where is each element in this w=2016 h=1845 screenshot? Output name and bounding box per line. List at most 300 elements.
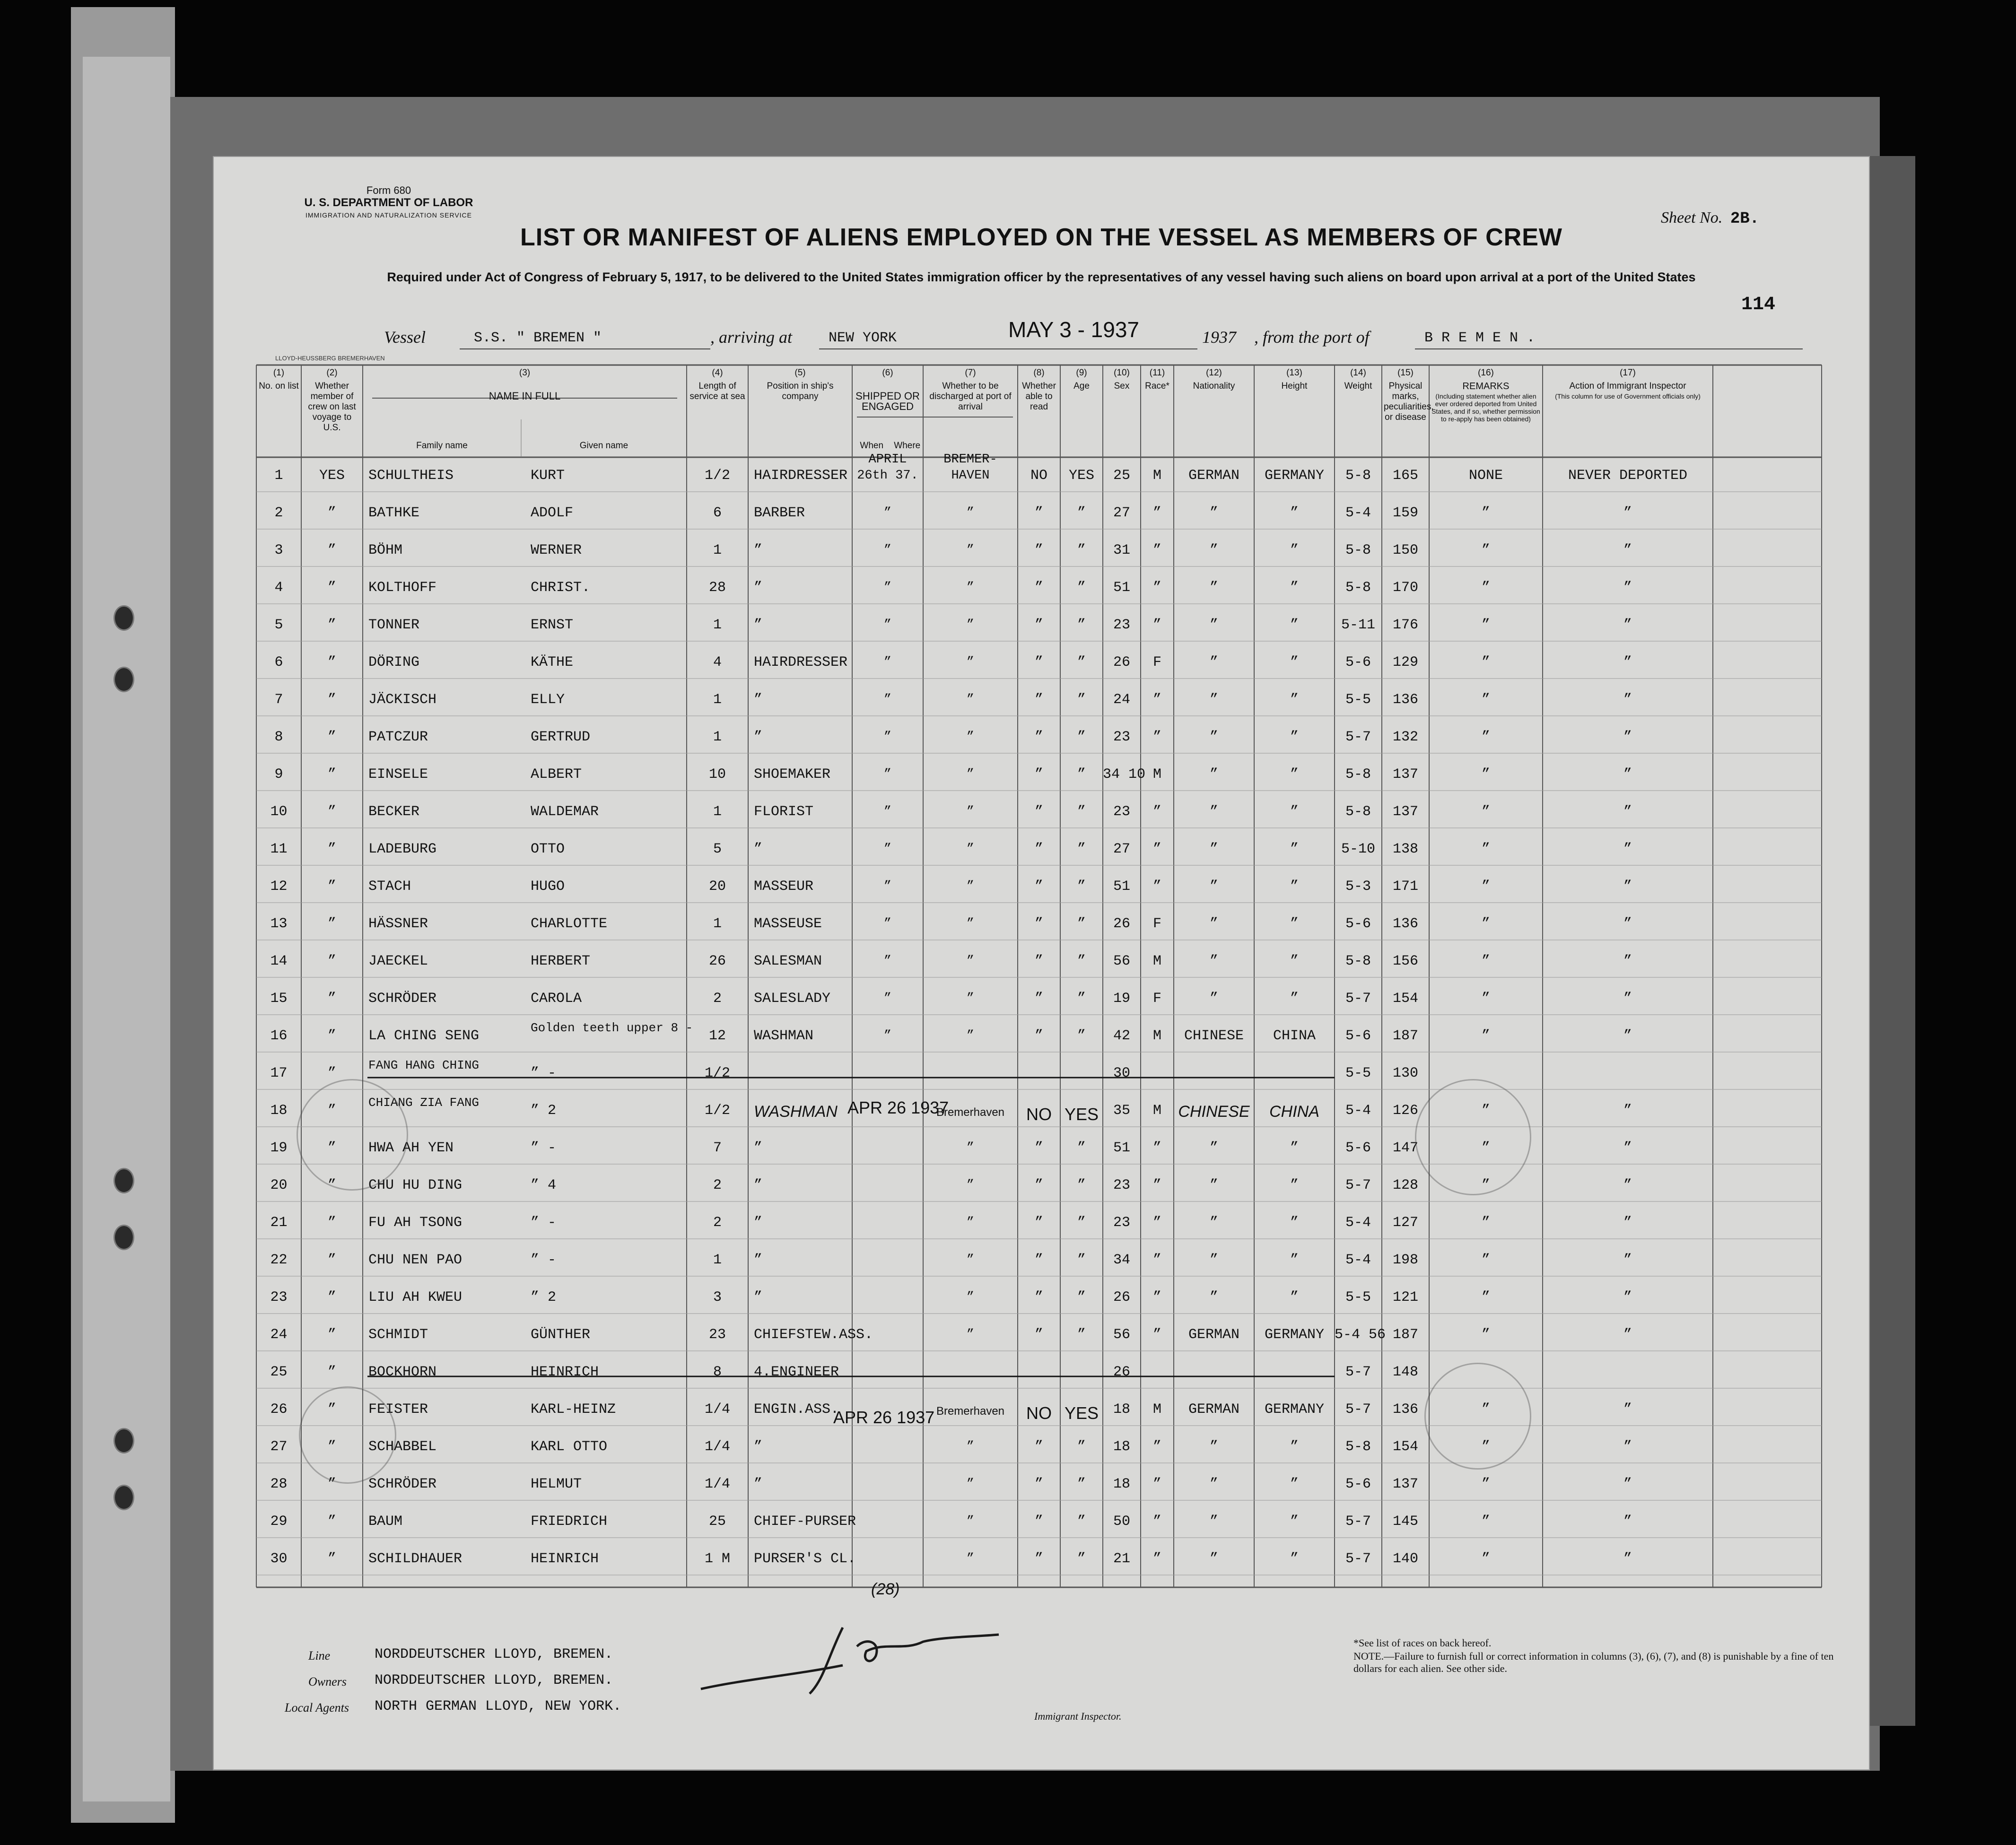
cell-when: ”: [883, 581, 892, 595]
cell-remarks: ”: [1623, 1177, 1632, 1193]
cell-position: ”: [754, 1177, 763, 1193]
date-stamp: APR 26 1937: [833, 1408, 935, 1427]
cell-service: 1: [713, 804, 722, 820]
form-number: Form 680: [366, 184, 411, 196]
cell-discharged: ”: [1034, 654, 1043, 670]
cell-when: ”: [883, 543, 892, 557]
cell-weight: 136: [1392, 916, 1418, 932]
cell-height: 5-11: [1341, 617, 1375, 633]
col-7-number: (7): [965, 368, 976, 378]
sheet-number-label: Sheet No.: [1661, 209, 1723, 226]
cell-crew: ”: [327, 1065, 336, 1081]
cell-no: 2: [274, 505, 283, 521]
cell-marks: ”: [1481, 841, 1490, 857]
col-10-header: Sex: [1114, 381, 1130, 391]
cell-height: 5-6: [1345, 1140, 1371, 1156]
cell-sex: M: [1152, 766, 1161, 783]
cell-family: BOCKHORN: [368, 1364, 437, 1380]
cell-family: SCHRÖDER: [368, 991, 437, 1007]
cell-marks: ”: [1481, 580, 1490, 596]
col-15-header: Physical marks, peculiarities, or disease: [1384, 381, 1434, 422]
cell-remarks: ”: [1623, 1514, 1632, 1530]
inspector-label: Immigrant Inspector.: [1034, 1710, 1122, 1722]
cell-where: ”: [966, 1216, 975, 1230]
cell-nationality: ”: [1290, 1215, 1299, 1231]
cell-race: ”: [1209, 953, 1218, 969]
cell-discharged: ”: [1034, 766, 1043, 783]
cell-weight: 159: [1392, 505, 1418, 521]
cell-no: 26: [270, 1401, 288, 1418]
cell-height: 5-7: [1345, 1401, 1371, 1418]
cell-weight: 154: [1392, 991, 1418, 1007]
cell-marks: ”: [1481, 879, 1490, 895]
col-16-header: REMARKS: [1462, 381, 1510, 392]
cell-read: ”: [1077, 1514, 1086, 1530]
cell-when: ”: [883, 992, 892, 1006]
cell-family: SCHULTHEIS: [368, 468, 454, 484]
cell-family: CHIANG ZIA FANG: [368, 1096, 480, 1110]
cell-discharged: ”: [1034, 1439, 1043, 1455]
cell-read: ”: [1077, 953, 1086, 969]
cell-where: ”: [966, 954, 975, 968]
cell-height: 5-5: [1345, 1289, 1371, 1305]
cell-race: ”: [1209, 1289, 1218, 1305]
cell-no: 9: [274, 766, 283, 783]
cell-sex: M: [1152, 468, 1161, 484]
cell-remarks: ”: [1623, 692, 1632, 708]
cell-family: SCHABBEL: [368, 1439, 437, 1455]
arrival-date-stamp: MAY 3 - 1937: [1008, 317, 1140, 342]
cell-read: ”: [1077, 1289, 1086, 1305]
tally-note: (28): [871, 1580, 900, 1598]
cell-family: CHU HU DING: [368, 1177, 463, 1193]
cell-remarks: ”: [1623, 1327, 1632, 1343]
cell-family: HÄSSNER: [368, 916, 428, 932]
cell-weight: 187: [1392, 1327, 1418, 1343]
cell-race: ”: [1209, 654, 1218, 670]
cell-weight: 137: [1392, 804, 1418, 820]
cell-age: 27: [1113, 505, 1130, 521]
arrival-year: 1937: [1202, 328, 1236, 347]
cell-height: 5-3: [1345, 879, 1371, 895]
cell-weight: 121: [1392, 1289, 1418, 1305]
cell-nationality: ”: [1290, 617, 1299, 633]
cell-race: ”: [1209, 505, 1218, 521]
cell-position: 4.ENGINEER: [754, 1364, 839, 1380]
cell-position: SALESMAN: [754, 953, 822, 969]
cell-service: 1: [713, 729, 722, 745]
cell-weight: 132: [1392, 729, 1418, 745]
cell-where: ”: [966, 1552, 975, 1566]
cell-given: ” -: [531, 1252, 557, 1268]
cell-given: CHARLOTTE: [531, 916, 608, 932]
cell-marks: ”: [1481, 654, 1490, 670]
col-6-sub-left: When: [860, 441, 884, 451]
cell-marks: ”: [1481, 505, 1490, 521]
col-2-header: Whether member of crew on last voyage to U.S.: [308, 381, 356, 433]
cell-read: ”: [1077, 692, 1086, 708]
inspector-signature: [687, 1609, 1018, 1703]
cell-family: SCHMIDT: [368, 1327, 428, 1343]
col-4-number: (4): [712, 368, 723, 378]
page-number: 114: [1741, 294, 1776, 315]
cell-age: 50: [1113, 1514, 1130, 1530]
cell-sex: M: [1152, 1103, 1161, 1119]
cell-where: Bremerhaven: [936, 1405, 1005, 1418]
cell-when: ”: [883, 1029, 892, 1043]
cell-crew: ”: [327, 1439, 336, 1455]
cell-where: ”: [966, 992, 975, 1006]
cell-marks: ”: [1481, 1252, 1490, 1268]
cell-sex: M: [1152, 1028, 1161, 1044]
cell-remarks: ”: [1623, 542, 1632, 558]
cell-when: ”: [883, 618, 892, 632]
cell-race: ”: [1209, 1215, 1218, 1231]
owners-value: NORDDEUTSCHER LLOYD, BREMEN.: [375, 1672, 613, 1688]
cell-where: ”: [966, 1141, 975, 1155]
cell-nationality: ”: [1290, 729, 1299, 745]
col-17-number: (17): [1620, 368, 1636, 378]
cell-height: 5-8: [1345, 1439, 1371, 1455]
cell-nationality: ”: [1290, 692, 1299, 708]
cell-position: ”: [754, 1439, 763, 1455]
cell-weight: 137: [1392, 766, 1418, 783]
cell-service: 1: [713, 916, 722, 932]
cell-position: ”: [754, 580, 763, 596]
cell-given: Golden teeth upper 8 -: [531, 1021, 693, 1035]
cell-marks: ”: [1481, 953, 1490, 969]
cell-given: ” -: [531, 1215, 557, 1231]
cell-service: 6: [713, 505, 722, 521]
cell-discharged: NO: [1026, 1105, 1052, 1124]
cell-service: 1: [713, 542, 722, 558]
cell-sex: ”: [1152, 879, 1161, 895]
cell-read: ”: [1077, 654, 1086, 670]
cell-position: WASHMAN: [754, 1028, 814, 1044]
cell-marks: ”: [1481, 804, 1490, 820]
cell-where: ”: [966, 1514, 975, 1529]
cell-nationality: ”: [1290, 841, 1299, 857]
cell-where: ”: [966, 581, 975, 595]
cell-given: KARL-HEINZ: [531, 1401, 616, 1418]
cell-when: ”: [883, 506, 892, 520]
cell-crew: ”: [327, 916, 336, 932]
cell-discharged: ”: [1034, 916, 1043, 932]
cell-age: 26: [1113, 1289, 1130, 1305]
cell-sex: ”: [1152, 1140, 1161, 1156]
cell-no: 14: [270, 953, 288, 969]
cell-crew: ”: [327, 804, 336, 820]
cell-read: ”: [1077, 879, 1086, 895]
cell-read: ”: [1077, 1140, 1086, 1156]
cell-height: 5-6: [1345, 654, 1371, 670]
col-17-header-note: (This column for use of Government officials only): [1555, 392, 1701, 400]
cell-weight: 148: [1392, 1364, 1418, 1380]
cell-service: 28: [708, 580, 726, 596]
cell-discharged: ”: [1034, 692, 1043, 708]
cell-read: ”: [1077, 1327, 1086, 1343]
cell-given: KURT: [531, 468, 565, 484]
cell-read: YES: [1064, 1105, 1099, 1124]
cell-remarks: ”: [1623, 766, 1632, 783]
cell-weight: 136: [1392, 1401, 1418, 1418]
cell-height: 5-5: [1345, 1065, 1371, 1081]
cell-given: ADOLF: [531, 505, 574, 521]
cell-discharged: ”: [1034, 1140, 1043, 1156]
cell-race: ”: [1209, 1140, 1218, 1156]
col-13-number: (13): [1286, 368, 1302, 378]
cell-family: LIU AH KWEU: [368, 1289, 463, 1305]
cell-when: ”: [883, 730, 892, 744]
cell-age: 51: [1113, 879, 1130, 895]
cell-service: 12: [708, 1028, 726, 1044]
cell-age: 21: [1113, 1551, 1130, 1567]
cell-where: ”: [966, 1029, 975, 1043]
cell-nationality: ”: [1290, 1514, 1299, 1530]
cell-height: 5-6: [1345, 916, 1371, 932]
cell-read: ”: [1077, 1028, 1086, 1044]
cell-family: SCHILDHAUER: [368, 1551, 463, 1567]
cell-no: 1: [274, 468, 283, 484]
col-14-number: (14): [1350, 368, 1366, 378]
cell-service: 2: [713, 991, 722, 1007]
cell-marks: ”: [1481, 729, 1490, 745]
cell-crew: ”: [327, 953, 336, 969]
cell-age: 23: [1113, 1215, 1130, 1231]
cell-marks: ”: [1481, 617, 1490, 633]
cell-remarks: ”: [1623, 916, 1632, 932]
cell-no: 8: [274, 729, 283, 745]
cell-race: GERMAN: [1188, 468, 1240, 484]
cell-given: GERTRUD: [531, 729, 591, 745]
cell-height: 5-7: [1345, 991, 1371, 1007]
cell-position: ENGIN.ASS.: [754, 1401, 839, 1418]
cell-no: 27: [270, 1439, 288, 1455]
cell-family: TONNER: [368, 617, 420, 633]
cell-sex: ”: [1152, 1551, 1161, 1567]
col-12-number: (12): [1206, 368, 1222, 378]
cell-race: ”: [1209, 804, 1218, 820]
cell-weight: 147: [1392, 1140, 1418, 1156]
cell-discharged: ”: [1034, 1177, 1043, 1193]
cell-height: 5-4: [1345, 505, 1371, 521]
cell-where: ”: [966, 1477, 975, 1491]
cell-height: 5-8: [1345, 804, 1371, 820]
cell-crew: ”: [327, 505, 336, 521]
cell-discharged: ”: [1034, 991, 1043, 1007]
cell-read: ”: [1077, 1252, 1086, 1268]
cell-no: 23: [270, 1289, 288, 1305]
cell-where: ”: [966, 730, 975, 744]
cell-given: ” 2: [531, 1103, 557, 1119]
cell-family: KOLTHOFF: [368, 580, 437, 596]
col-4-header: Length of service at sea: [689, 381, 745, 401]
cell-given: ” 4: [531, 1177, 557, 1193]
cell-service: 1/2: [704, 1103, 730, 1119]
cell-discharged: NO: [1030, 468, 1047, 484]
cell-no: 20: [270, 1177, 288, 1193]
cell-service: 5: [713, 841, 722, 857]
cell-when: APRIL 26th 37.: [857, 453, 918, 483]
cell-nationality: ”: [1290, 1177, 1299, 1193]
cell-sex: ”: [1152, 1215, 1161, 1231]
cell-nationality: ”: [1290, 1439, 1299, 1455]
cell-weight: 165: [1392, 468, 1418, 484]
cell-weight: 154: [1392, 1439, 1418, 1455]
cell-where: ”: [966, 506, 975, 520]
cell-read: ”: [1077, 804, 1086, 820]
cell-nationality: ”: [1290, 953, 1299, 969]
cell-crew: ”: [327, 1140, 336, 1156]
cell-position: HAIRDRESSER: [754, 654, 848, 670]
cell-family: JAECKEL: [368, 953, 428, 969]
cell-where: ”: [966, 767, 975, 782]
cell-position: ”: [754, 542, 763, 558]
cell-discharged: ”: [1034, 804, 1043, 820]
col-5-number: (5): [794, 368, 806, 378]
cell-remarks: ”: [1623, 1140, 1632, 1156]
cell-where: ”: [966, 543, 975, 557]
cell-service: 7: [713, 1140, 722, 1156]
cell-discharged: ”: [1034, 841, 1043, 857]
cell-family: SCHRÖDER: [368, 1476, 437, 1492]
cell-where: ”: [966, 1253, 975, 1267]
cell-remarks: ”: [1623, 804, 1632, 820]
cell-race: ”: [1209, 580, 1218, 596]
cell-crew: ”: [327, 1177, 336, 1193]
cell-age: 18: [1113, 1476, 1130, 1492]
col-9-number: (9): [1076, 368, 1087, 378]
cell-sex: M: [1152, 953, 1161, 969]
cell-crew: YES: [319, 468, 345, 484]
cell-marks: ”: [1481, 766, 1490, 783]
cell-height: 5-5: [1345, 692, 1371, 708]
cell-remarks: ”: [1623, 1252, 1632, 1268]
cell-discharged: ”: [1034, 1551, 1043, 1567]
col-8-header: Whether able to read: [1022, 381, 1056, 412]
cell-race: ”: [1209, 1476, 1218, 1492]
cell-no: 21: [270, 1215, 288, 1231]
cell-position: ”: [754, 1289, 763, 1305]
cell-crew: ”: [327, 1551, 336, 1567]
cell-position: FLORIST: [754, 804, 814, 820]
cell-family: DÖRING: [368, 654, 420, 670]
cell-height: 5-4: [1345, 1103, 1371, 1119]
cell-race: CHINESE: [1184, 1028, 1244, 1044]
col-16-header-note: (Including statement whether alien ever ordered deported from United States, and if so, whether permission to re-apply has been obtained): [1431, 392, 1540, 423]
cell-read: ”: [1077, 991, 1086, 1007]
cell-read: YES: [1064, 1403, 1099, 1423]
cell-where: BREMER- HAVEN: [943, 453, 997, 483]
consular-seal: [1415, 1079, 1531, 1195]
cell-crew: ”: [327, 766, 336, 783]
cell-no: 7: [274, 692, 283, 708]
cell-service: 1 M: [704, 1551, 730, 1567]
cell-age: 31: [1113, 542, 1130, 558]
cell-remarks: ”: [1623, 505, 1632, 521]
cell-given: CHRIST.: [531, 580, 591, 596]
col-1-header: No. on list: [259, 381, 299, 391]
cell-family: EINSELE: [368, 766, 428, 783]
cell-given: FRIEDRICH: [531, 1514, 608, 1530]
cell-given: HEINRICH: [531, 1364, 599, 1380]
cell-position: MASSEUR: [754, 879, 814, 895]
cell-sex: F: [1152, 654, 1161, 670]
cell-marks: ”: [1481, 1028, 1490, 1044]
cell-no: 22: [270, 1252, 288, 1268]
cell-no: 15: [270, 991, 288, 1007]
cell-crew: ”: [327, 1289, 336, 1305]
cell-remarks: ”: [1623, 879, 1632, 895]
manifest-title: LIST OR MANIFEST OF ALIENS EMPLOYED ON THE VESSEL AS MEMBERS OF CREW: [520, 224, 1562, 251]
cell-no: 11: [270, 841, 288, 857]
cell-position: ”: [754, 1215, 763, 1231]
cell-marks: ”: [1481, 1215, 1490, 1231]
cell-remarks: NEVER DEPORTED: [1568, 468, 1688, 484]
cell-when: ”: [883, 842, 892, 856]
punch-hole: [113, 1225, 134, 1250]
cell-where: ”: [966, 805, 975, 819]
cell-service: 20: [708, 879, 726, 895]
cell-marks: ”: [1481, 1177, 1490, 1193]
cell-position: SALESLADY: [754, 991, 831, 1007]
cell-no: 30: [270, 1551, 288, 1567]
cell-race: ”: [1209, 1514, 1218, 1530]
cell-family: STACH: [368, 879, 411, 895]
cell-discharged: ”: [1034, 505, 1043, 521]
cell-family: CHU NEN PAO: [368, 1252, 463, 1268]
cell-weight: 145: [1392, 1514, 1418, 1530]
cell-weight: 136: [1392, 692, 1418, 708]
cell-given: HUGO: [531, 879, 565, 895]
cell-given: HERBERT: [531, 953, 591, 969]
cell-height: 5-8: [1345, 580, 1371, 596]
cell-marks: ”: [1481, 916, 1490, 932]
cell-marks: ”: [1481, 1551, 1490, 1567]
cell-crew: ”: [327, 1252, 336, 1268]
cell-sex: ”: [1152, 1327, 1161, 1343]
cell-sex: ”: [1152, 1514, 1161, 1530]
cell-weight: 138: [1392, 841, 1418, 857]
cell-no: 6: [274, 654, 283, 670]
cell-race: ”: [1209, 1177, 1218, 1193]
cell-crew: ”: [327, 729, 336, 745]
cell-position: MASSEUSE: [754, 916, 822, 932]
cell-given: ” -: [531, 1140, 557, 1156]
cell-service: 25: [708, 1514, 726, 1530]
col-9-header: Age: [1073, 381, 1090, 391]
cell-sex: ”: [1152, 1252, 1161, 1268]
cell-height: 5-7: [1345, 1514, 1371, 1530]
cell-remarks: ”: [1623, 1551, 1632, 1567]
cell-when: ”: [883, 655, 892, 670]
cell-remarks: ”: [1623, 617, 1632, 633]
col-3-number: (3): [519, 368, 531, 378]
cell-age: 26: [1113, 1364, 1130, 1380]
cell-read: ”: [1077, 542, 1086, 558]
cell-height: 5-8: [1345, 468, 1371, 484]
cell-given: OTTO: [531, 841, 565, 857]
cell-marks: ”: [1481, 1476, 1490, 1492]
cell-position: CHIEF-PURSER: [754, 1514, 856, 1530]
sheet-number: 2B.: [1730, 210, 1760, 228]
arriving-label: , arriving at: [710, 328, 793, 347]
cell-weight: 137: [1392, 1476, 1418, 1492]
col-15-number: (15): [1397, 368, 1414, 378]
cell-crew: ”: [327, 654, 336, 670]
cell-sex: ”: [1152, 692, 1161, 708]
col-13-header: Height: [1281, 381, 1308, 391]
